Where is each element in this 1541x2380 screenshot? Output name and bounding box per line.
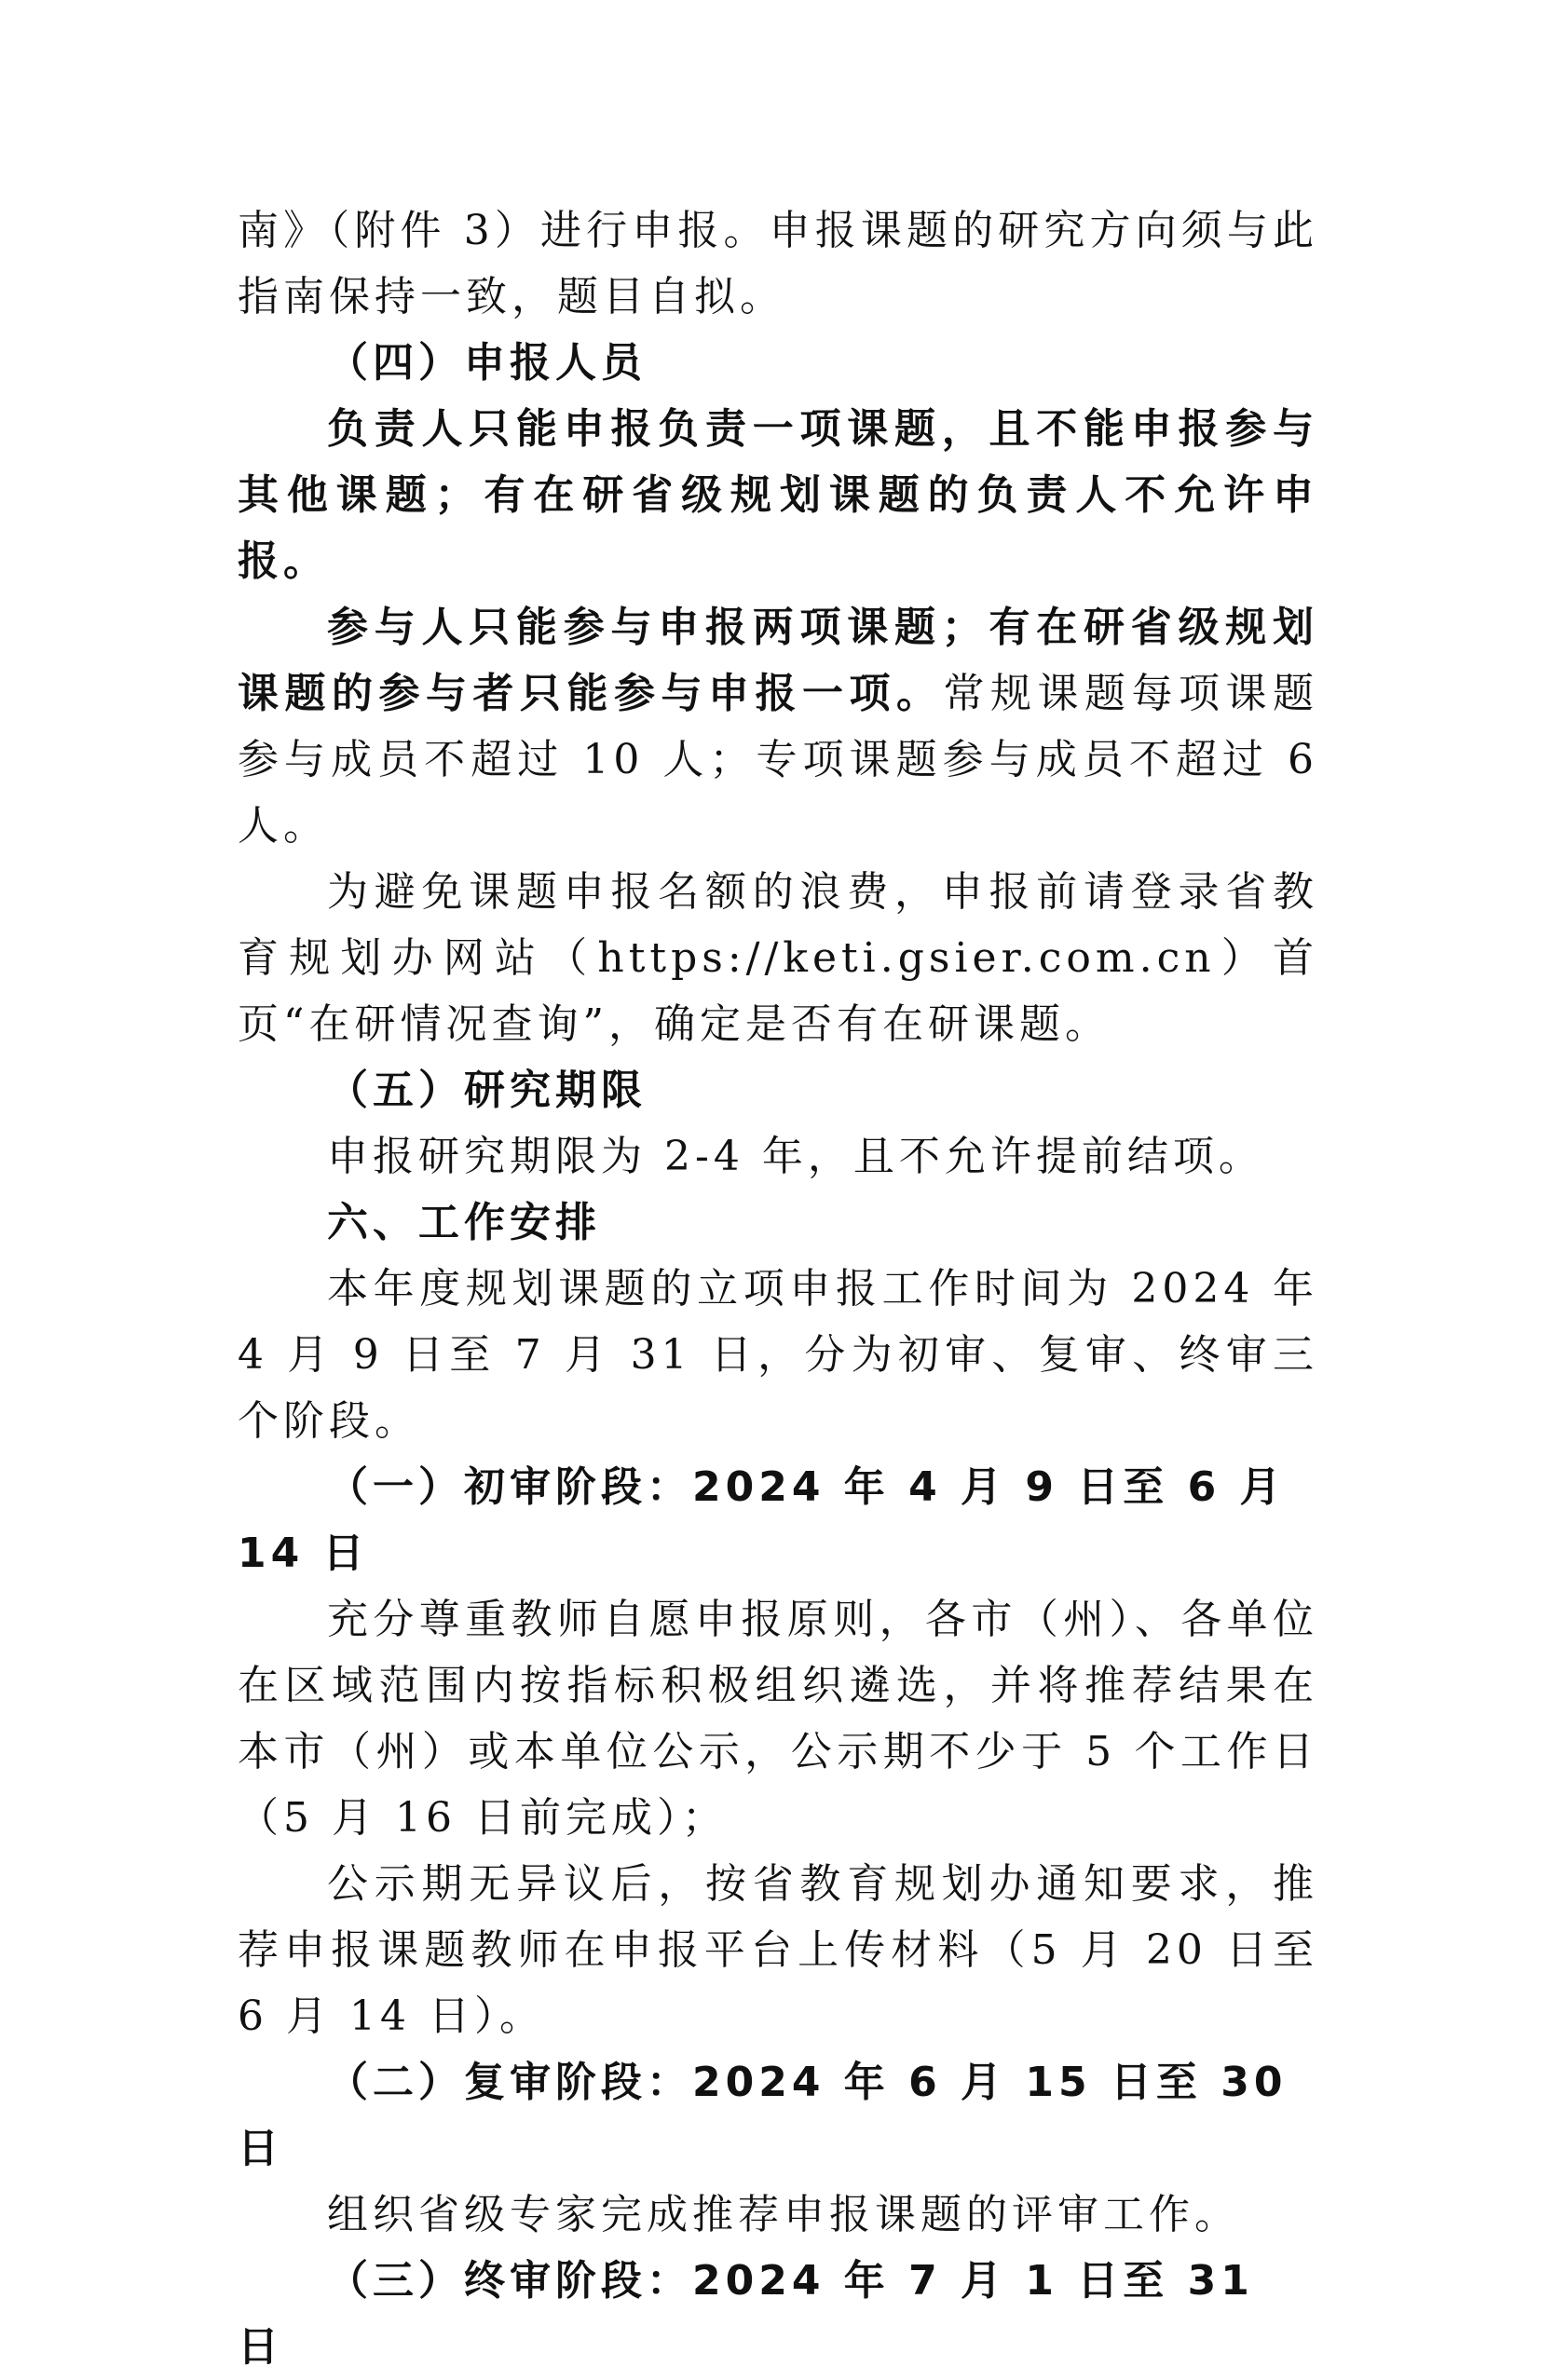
paragraph-initial-review-selection: 充分尊重教师自愿申报原则，各市（州）、各单位在区域范围内按指标积极组织遴选，并将推荐结果在本市（州）或本单位公示，公示期不少于 5 个工作日（5 月 16 日前完成）； (238, 1596, 1318, 1842)
heading-work-arrangement: 六、工作安排 (327, 1199, 601, 1246)
paragraph-leader-rule: 负责人只能申报负责一项课题，且不能申报参与其他课题；有在研省级规划课题的负责人不允许申报。 (238, 405, 1318, 585)
heading-second-review: （二）复审阶段：2024 年 6 月 15 日至 30 日 (238, 2059, 1288, 2172)
paragraph-schedule-overview: 本年度规划课题的立项申报工作时间为 2024 年 4 月 9 日至 7 月 31 日，分为初审、复审、终审三个阶段。 (238, 1265, 1318, 1445)
paragraph-guide-continuation: 南》（附件 3）进行申报。申报课题的研究方向须与此指南保持一致，题目自拟。 (238, 207, 1318, 320)
paragraph-second-review: 组织省级专家完成推荐申报课题的评审工作。 (327, 2191, 1240, 2238)
heading-applicants: （四）申报人员 (327, 339, 647, 387)
paragraph-initial-review-upload: 公示期无异议后，按省教育规划办通知要求，推荐申报课题教师在申报平台上传材料（5 月 20 日至 6 月 14 日）。 (238, 1860, 1318, 2040)
document-page (238, 197, 1318, 2380)
paragraph-participant-rule (238, 594, 1318, 859)
participant-rule-text: 常规课题每项课题参与成员不超过 10 人；专项课题参与成员不超过 6 人。 (238, 670, 1318, 850)
heading-initial-review: （一）初审阶段：2024 年 4 月 9 日至 6 月 14 日 (238, 1463, 1286, 1577)
paragraph-research-period: 申报研究期限为 2-4 年，且不允许提前结项。 (327, 1133, 1264, 1180)
participant-rule-bold: 参与人只能参与申报两项课题；有在研省级规划课题的参与者只能参与申报一项。 (238, 604, 1318, 717)
paragraph-website-check: 为避免课题申报名额的浪费，申报前请登录省教育规划办网站（https://keti.gsier.com.cn）首页“在研情况查询”，确定是否有在研课题。 (238, 868, 1318, 1048)
heading-research-period: （五）研究期限 (327, 1067, 647, 1114)
heading-final-review: （三）终审阶段：2024 年 7 月 1 日至 31 日 (238, 2257, 1254, 2371)
